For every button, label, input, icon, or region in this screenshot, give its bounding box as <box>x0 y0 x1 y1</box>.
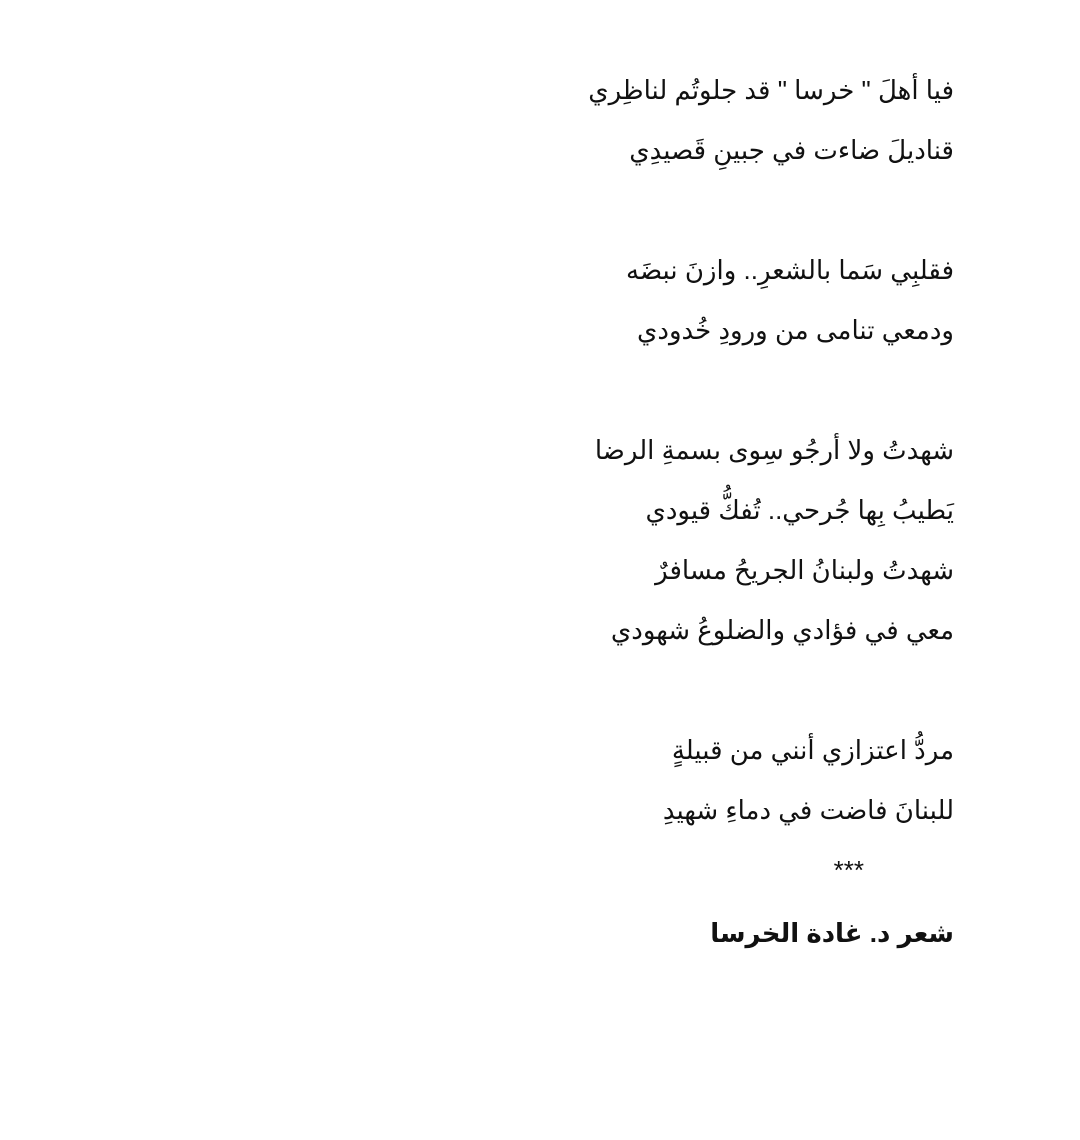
verse-line: مردُّ اعتزازي أنني من قبيلةٍ <box>671 735 954 765</box>
poet-signature: شعر د. غادة الخرسا <box>710 918 954 948</box>
verse-line: قناديلَ ضاءت في جبينِ قَصيدِي <box>629 135 954 165</box>
verse-line: شهدتُ ولبنانُ الجريحُ مسافرٌ <box>655 555 954 585</box>
verse-line: للبنانَ فاضت في دماءِ شهيدِ <box>662 795 954 825</box>
verse-line: يَطيبُ بِها جُرحي.. تُفكُّ قيودي <box>645 495 954 525</box>
stanza-separator: *** <box>833 855 864 885</box>
stanza-gap <box>534 660 954 720</box>
poem <box>534 60 954 966</box>
verse-line: ودمعي تنامى من ورودِ خُدودي <box>637 315 954 345</box>
verse-line: فيا أهلَ " خرسا " قد جلوتُم لناظِري <box>588 75 954 105</box>
stanza <box>534 720 954 840</box>
verse-line: شهدتُ ولا أرجُو سِوى بسمةِ الرضا <box>594 435 954 465</box>
stanza-gap <box>534 360 954 420</box>
stanza-gap <box>534 180 954 240</box>
verse-line: فقلبِي سَما بالشعرِ.. وازنَ نبضَه <box>626 255 954 285</box>
stanza <box>534 240 954 360</box>
stanza <box>534 420 954 660</box>
stanza <box>534 60 954 180</box>
verse-line: معي في فؤادي والضلوعُ شهودي <box>610 615 954 645</box>
